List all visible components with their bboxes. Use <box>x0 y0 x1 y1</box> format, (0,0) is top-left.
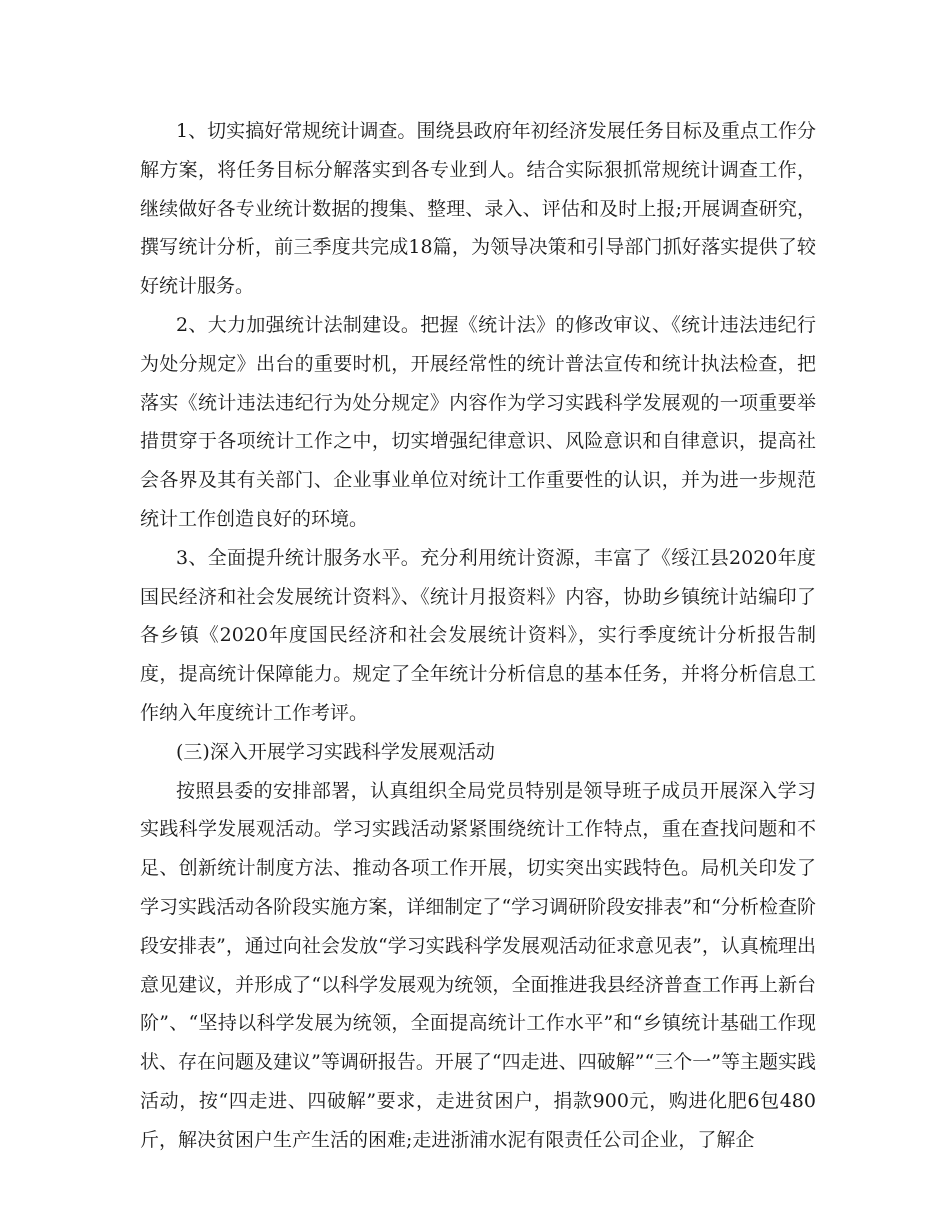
paragraph-service-level: 3、全面提升统计服务水平。充分利用统计资源，丰富了《绥江县2020年度国民经济和社会发展统计资料》、《统计月报资料》内容，协助乡镇统计站编印了各乡镇《2020年度国民经济和社会发展统计资料》，实行季度统计分析报告制度，提高统计保障能力。规定了全年统计分析信息的基本任务，并将分析信息工作纳入年度统计工作考评。 <box>140 546 816 724</box>
paragraph-routine-survey: 1、切实搞好常规统计调查。围绕县政府年初经济发展任务目标及重点工作分解方案，将任务目标分解落实到各专业到人。结合实际狠抓常规统计调查工作，继续做好各专业统计数据的搜集、整理、录入、评估和及时上报;开展调查研究，撰写统计分析，前三季度共完成18篇，为领导决策和引导部门抓好落实提供了较好统计服务。 <box>140 120 816 298</box>
section-heading: (三)深入开展学习实践科学发展观活动 <box>176 740 495 763</box>
document-body <box>140 112 816 1160</box>
paragraph-statistics-law: 2、大力加强统计法制建设。把握《统计法》的修改审议、《统计违法违纪行为处分规定》出台的重要时机，开展经常性的统计普法宣传和统计执法检查，把落实《统计违法违纪行为处分规定》内容作为学习实践科学发展观的一项重要举措贯穿于各项统计工作之中，切实增强纪律意识、风险意识和自律意识，提高社会各界及其有关部门、企业事业单位对统计工作重要性的认识，并为进一步规范统计工作创造良好的环境。 <box>140 313 816 530</box>
paragraph-practice-activity: 按照县委的安排部署，认真组织全局党员特别是领导班子成员开展深入学习实践科学发展观活动。学习实践活动紧紧围绕统计工作特点，重在查找问题和不足、创新统计制度方法、推动各项工作开展，切实突出实践特色。局机关印发了学习实践活动各阶段实施方案，详细制定了“学习调研阶段安排表”和“分析检查阶段安排表”，通过向社会发放“学习实践科学发展观活动征求意见表”，认真梳理出意见建议，并形成了“以科学发展观为统领，全面推进我县经济普查工作再上新台阶”、“坚持以科学发展为统领，全面提高统计工作水平”和“乡镇统计基础工作现状、存在问题及建议”等调研报告。开展了“四走进、四破解”“三个一”等主题实践活动，按“四走进、四破解”要求，走进贫困户，捐款900元，购进化肥6包480斤，解决贫困户生产生活的困难;走进浙浦水泥有限责任公司企业，了解企 <box>140 779 816 1151</box>
